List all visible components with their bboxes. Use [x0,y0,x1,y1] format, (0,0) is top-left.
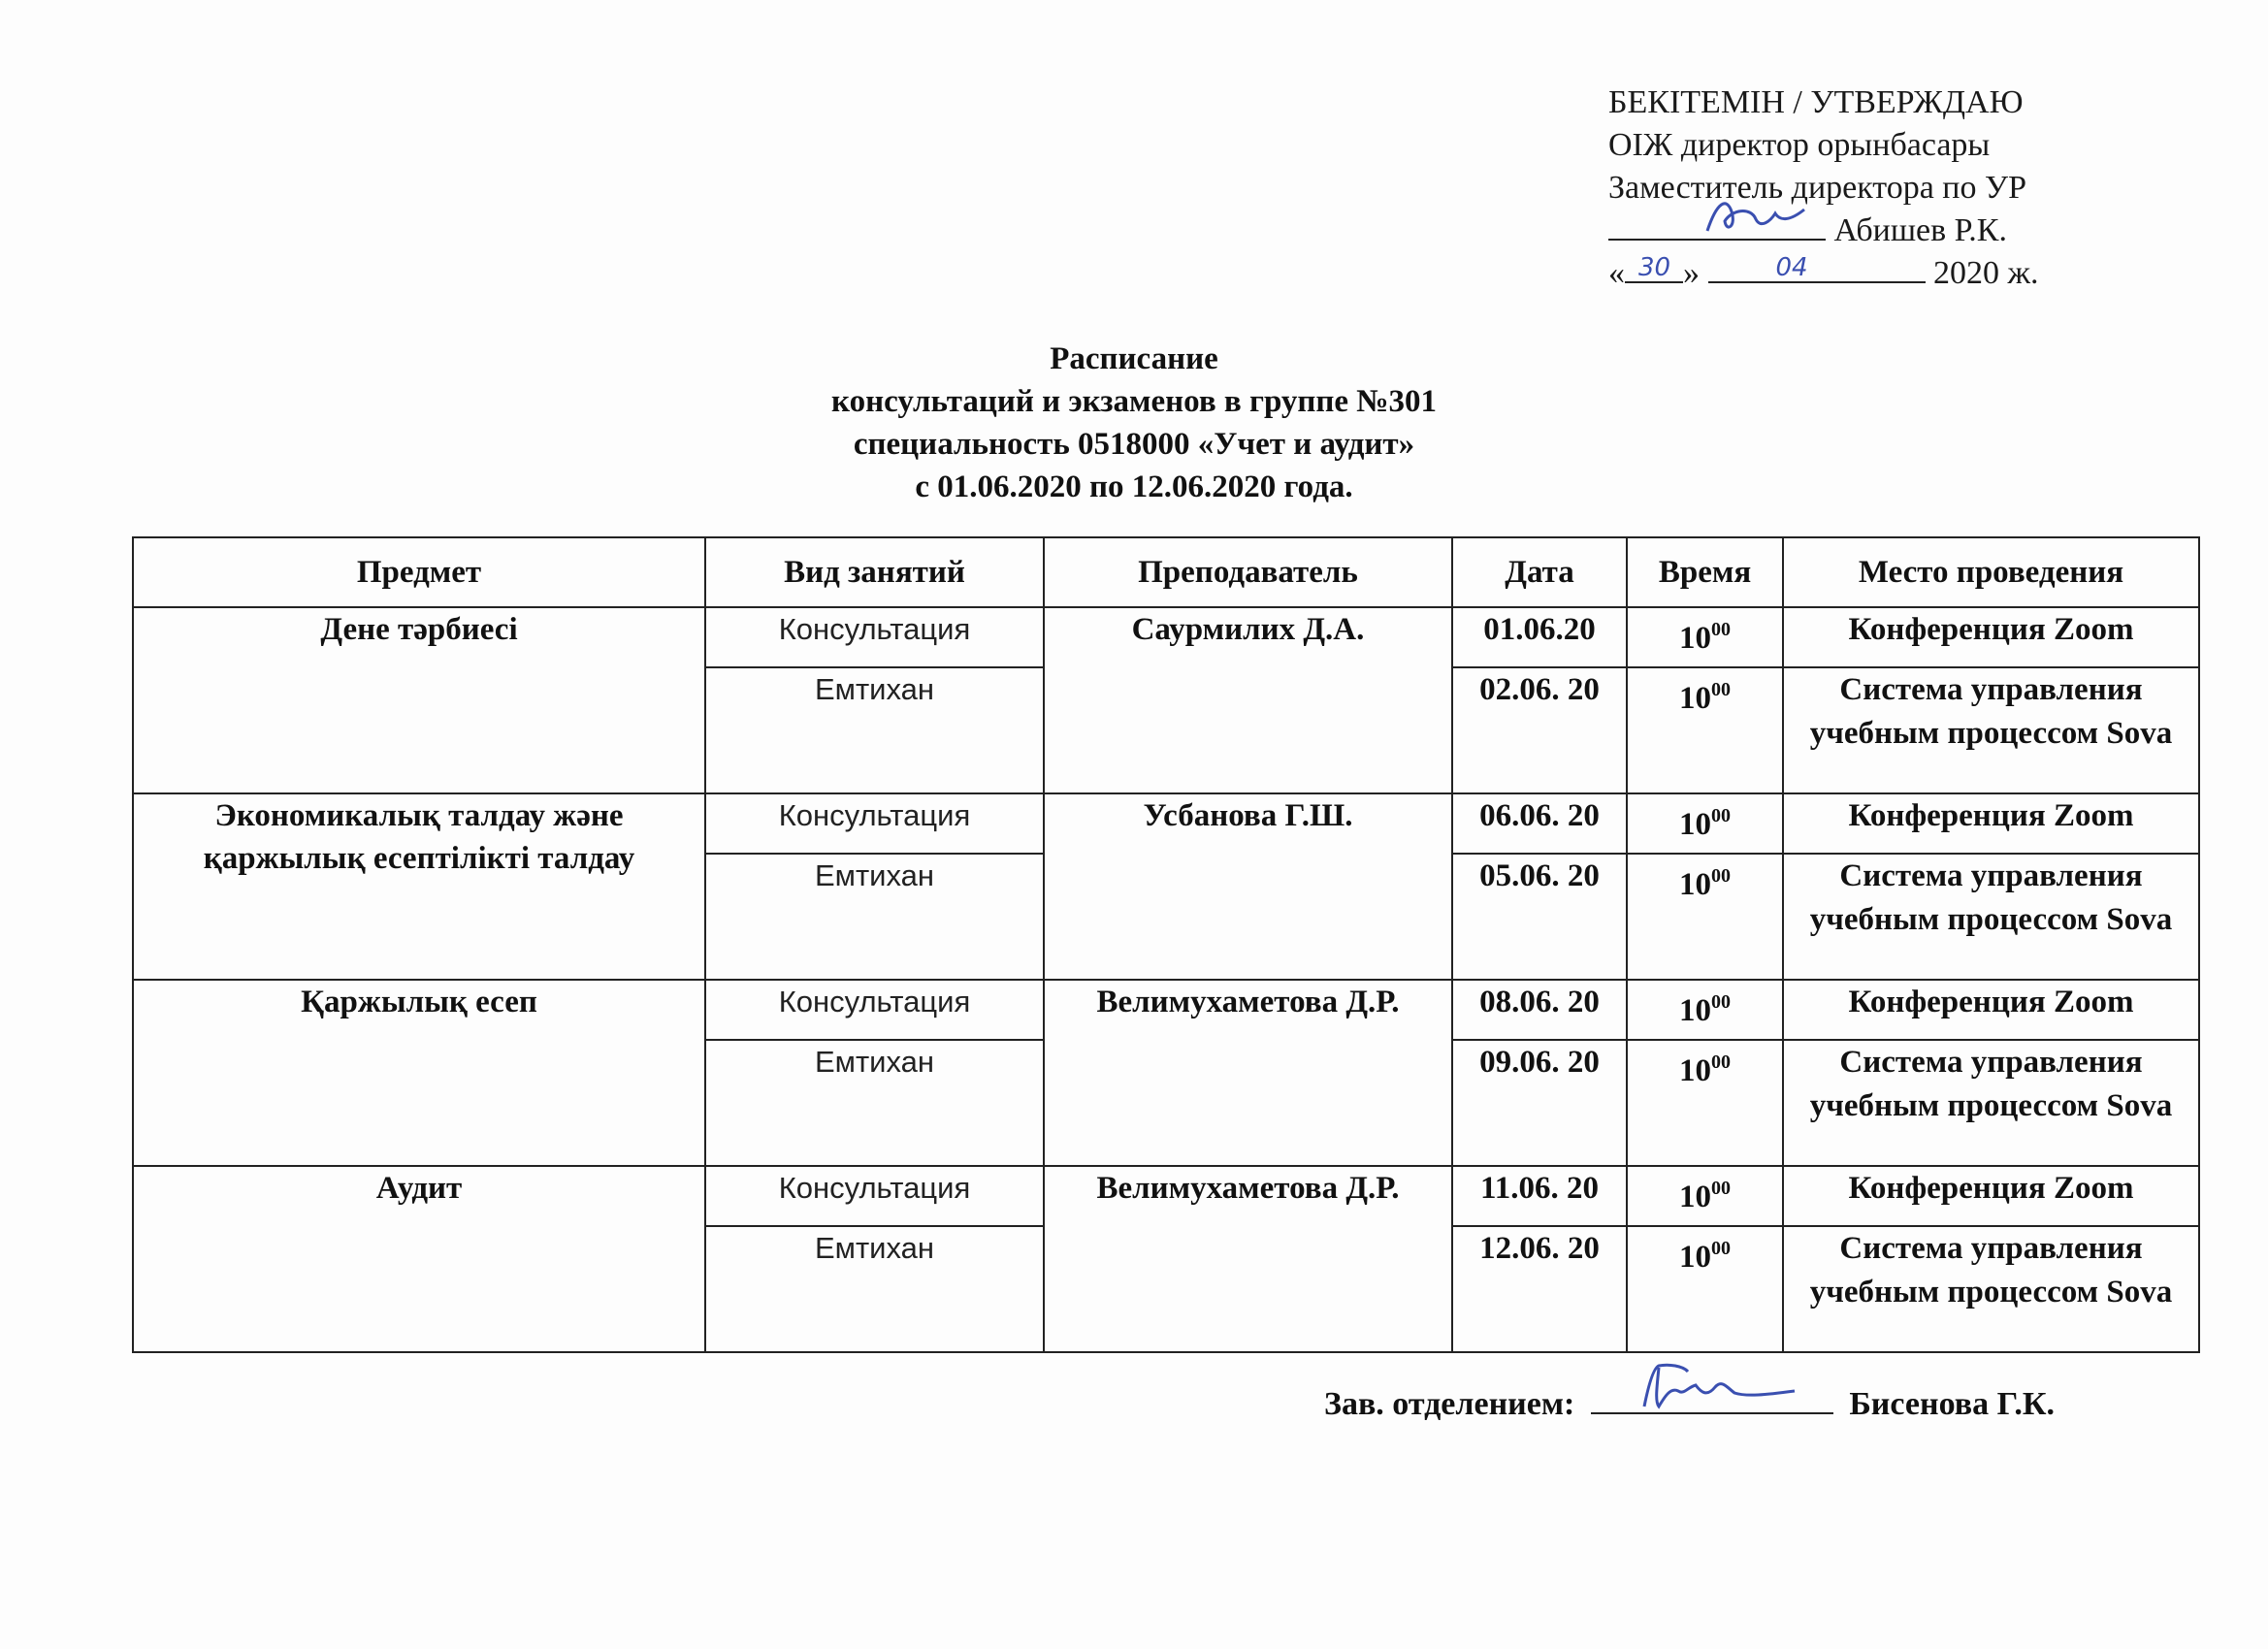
approval-signature-blank [1608,210,1826,241]
date-cell: 02.06. 20 [1452,667,1627,793]
approval-month-blank [1708,252,1926,283]
time-minutes: 00 [1711,991,1731,1013]
time-cell [1627,854,1783,980]
time-minutes: 00 [1711,1178,1731,1199]
header-kind: Вид занятий [705,537,1044,607]
approval-day-blank [1625,252,1683,283]
time-minutes: 00 [1711,1238,1731,1259]
time-hours: 10 [1679,681,1711,716]
time-cell [1627,607,1783,667]
approval-signature-line [1608,210,2039,252]
time-hours: 10 [1679,993,1711,1028]
table-row [133,980,2199,1040]
subject-cell: Қаржылық есеп [133,980,705,1166]
footer-name: Бисенова Г.К. [1849,1386,2056,1422]
kind-cell: Консультация [705,793,1044,854]
table-row [133,793,2199,854]
time-cell [1627,1166,1783,1226]
time-hours: 10 [1679,807,1711,842]
subject-cell: Дене тәрбиесі [133,607,705,793]
table-row [133,1166,2199,1226]
approval-line-3: Заместитель директора по УР [1608,170,2026,206]
footer-label: Зав. отделением: [1324,1386,1575,1422]
header-place: Место проведения [1783,537,2199,607]
kind-cell: Емтихан [705,1226,1044,1352]
place-cell: Конференция Zoom [1783,793,2199,854]
header-teacher: Преподаватель [1044,537,1452,607]
approval-block [1608,81,2039,295]
table-row [133,607,2199,667]
approval-signature-icon [1698,192,1814,241]
date-cell: 01.06.20 [1452,607,1627,667]
time-cell [1627,1226,1783,1352]
kind-cell: Консультация [705,1166,1044,1226]
kind-cell: Консультация [705,607,1044,667]
header-date: Дата [1452,537,1627,607]
approval-quote-close: » [1683,255,1700,291]
place-cell: Система управления учебным процессом Sova [1783,854,2199,980]
table-header-row [133,537,2199,607]
time-minutes: 00 [1711,805,1731,826]
time-minutes: 00 [1711,679,1731,700]
title-line-3: специальность 0518000 «Учет и аудит» [853,427,1415,462]
approval-line-2: ОІЖ директор орынбасары [1608,127,1991,163]
place-cell: Система управления учебным процессом Sova [1783,1040,2199,1166]
approval-year: 2020 ж. [1933,255,2039,291]
time-minutes: 00 [1711,865,1731,887]
approval-month: 04 [1775,253,1808,282]
footer-signature-icon [1630,1358,1804,1416]
time-cell [1627,980,1783,1040]
date-cell: 05.06. 20 [1452,854,1627,980]
teacher-cell: Саурмилих Д.А. [1044,607,1452,793]
place-cell: Конференция Zoom [1783,607,2199,667]
date-cell: 06.06. 20 [1452,793,1627,854]
teacher-cell: Усбанова Г.Ш. [1044,793,1452,980]
date-cell: 09.06. 20 [1452,1040,1627,1166]
date-cell: 11.06. 20 [1452,1166,1627,1226]
approval-date-line [1608,252,2039,295]
time-cell [1627,793,1783,854]
place-cell: Система управления учебным процессом Sova [1783,1226,2199,1352]
approval-signer: Абишев Р.К. [1833,212,2007,248]
title-line-2: консультаций и экзаменов в группе №301 [831,384,1437,419]
place-cell: Конференция Zoom [1783,1166,2199,1226]
footer-signature [1324,1379,2055,1423]
teacher-cell: Велимухаметова Д.Р. [1044,980,1452,1166]
time-hours: 10 [1679,621,1711,656]
title-line-1: Расписание [1050,341,1218,376]
time-minutes: 00 [1711,619,1731,640]
kind-cell: Емтихан [705,667,1044,793]
kind-cell: Консультация [705,980,1044,1040]
teacher-cell: Велимухаметова Д.Р. [1044,1166,1452,1352]
approval-quote-open: « [1608,255,1625,291]
time-minutes: 00 [1711,1051,1731,1073]
kind-cell: Емтихан [705,1040,1044,1166]
time-hours: 10 [1679,1053,1711,1088]
place-cell: Конференция Zoom [1783,980,2199,1040]
time-cell [1627,667,1783,793]
title-line-4: с 01.06.2020 по 12.06.2020 года. [915,469,1353,504]
subject-cell: Аудит [133,1166,705,1352]
time-hours: 10 [1679,1240,1711,1275]
header-subject: Предмет [133,537,705,607]
place-cell: Система управления учебным процессом Sova [1783,667,2199,793]
date-cell: 12.06. 20 [1452,1226,1627,1352]
kind-cell: Емтихан [705,854,1044,980]
time-cell [1627,1040,1783,1166]
footer-signature-blank [1591,1379,1833,1414]
time-hours: 10 [1679,867,1711,902]
header-time: Время [1627,537,1783,607]
page-title [0,338,2268,508]
approval-line-1: БЕКІТЕМІН / УТВЕРЖДАЮ [1608,84,2024,120]
time-hours: 10 [1679,1180,1711,1214]
date-cell: 08.06. 20 [1452,980,1627,1040]
subject-cell: Экономикалық талдау және қаржылық есептілікті талдау [133,793,705,980]
approval-day: 30 [1638,253,1671,282]
schedule-table [132,536,2200,1353]
